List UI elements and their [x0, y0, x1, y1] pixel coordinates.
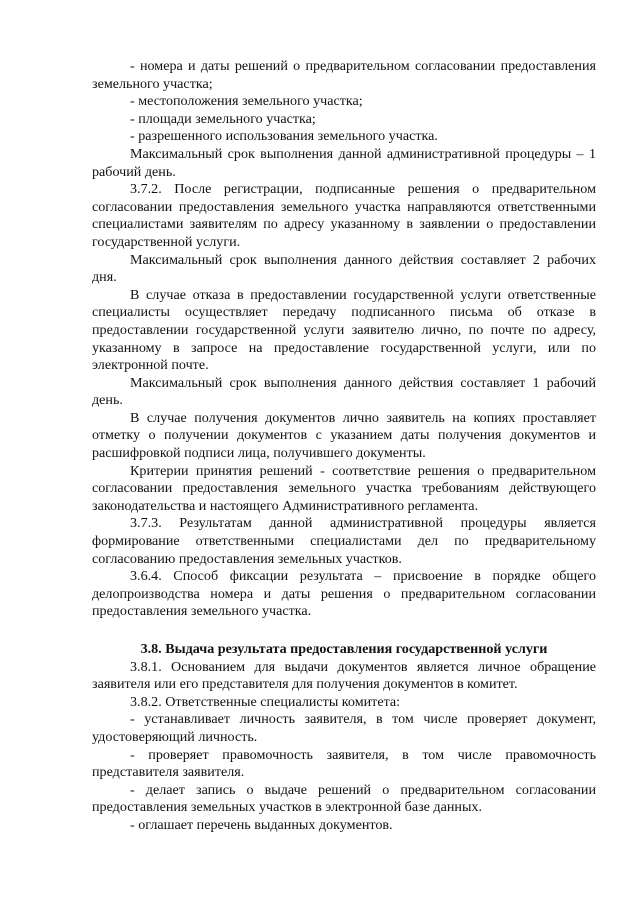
paragraph: Максимальный срок выполнения данного действия составляет 1 рабочий день. — [92, 374, 596, 409]
paragraph: Критерии принятия решений - соответствие решения о предварительном согласовании предоставления земельного участка требованиям действующего законодательства и настоящего Административного регламента. — [92, 462, 596, 514]
paragraph: 3.7.3. Результатам данной административной процедуры является формирование ответственными специалистами дел по предварительному согласованию предоставления земельных участков. — [92, 515, 596, 567]
paragraph: Максимальный срок выполнения данного действия составляет 2 рабочих дня. — [92, 251, 596, 286]
section-spacer — [92, 621, 596, 641]
paragraph: 3.8.1. Основанием для выдачи документов является личное обращение заявителя или его представителя для получения документов в комитет. — [92, 658, 596, 693]
document-page — [92, 58, 596, 835]
section-heading: 3.8. Выдача результата предоставления государственной услуги — [140, 641, 548, 657]
paragraph: Максимальный срок выполнения данной административной процедуры – 1 рабочий день. — [92, 145, 596, 180]
paragraph: - устанавливает личность заявителя, в том числе проверяет документ, удостоверяющий личность. — [92, 711, 596, 745]
paragraph: 3.7.2. После регистрации, подписанные решения о предварительном согласовании предоставления земельного участка направляются ответственными специалистами заявителям по адресу указанному в заявлении о предоставлении государственной услуги. — [92, 181, 596, 250]
paragraph: - проверяет правомочность заявителя, в том числе правомочность представителя заявителя. — [92, 746, 596, 781]
paragraph: - разрешенного использования земельного участка. — [130, 128, 438, 145]
paragraph: В случае получения документов лично заявитель на копиях проставляет отметку о получении документов с указанием даты получения документов и расшифровкой подписи лица, получившего документы. — [92, 409, 596, 462]
paragraph: 3.8.2. Ответственные специалисты комитета: — [130, 693, 401, 710]
paragraph: - номера и даты решений о предварительном согласовании предоставления земельного участка; — [92, 58, 596, 92]
paragraph: В случае отказа в предоставлении государственной услуги ответственные специалисты осуществляет передачу подписанного письма об отказе в предоставлении государственной услуги заявителю лично, по почте по адресу, указанному в запросе на предоставление государственной услуги, или по электронной почте. — [92, 286, 596, 374]
paragraph: - площади земельного участка; — [130, 110, 316, 127]
paragraph: - местоположения земельного участка; — [130, 93, 363, 110]
paragraph: - оглашает перечень выданных документов. — [130, 816, 393, 833]
paragraph: 3.6.4. Способ фиксации результата – присвоение в порядке общего делопроизводства номера и даты решения о предварительном согласовании предоставления земельного участка. — [92, 568, 596, 620]
paragraph: - делает запись о выдаче решений о предварительном согласовании предоставления земельных участков в электронной базе данных. — [92, 781, 596, 816]
